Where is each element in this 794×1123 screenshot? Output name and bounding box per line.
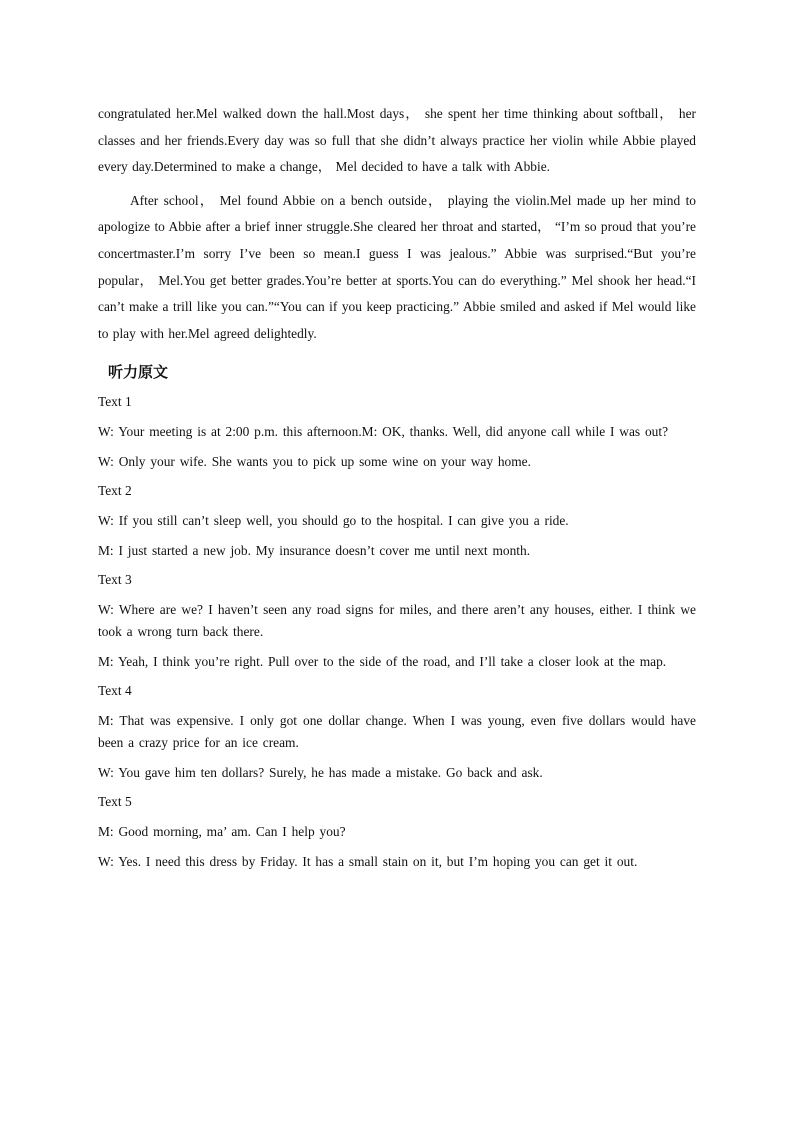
dialogue-line: M: I just started a new job. My insurance doesn’t cover me until next month.: [98, 543, 531, 559]
text-block-5: [98, 791, 696, 873]
transcript-title: 听力原文: [108, 363, 169, 382]
text-block-1: [98, 391, 696, 473]
text-label: Text 4: [98, 683, 132, 699]
text-block-4: [98, 680, 696, 784]
story-section: [98, 101, 696, 347]
listening-transcript: [98, 360, 696, 873]
dialogue-line: W: Your meeting is at 2:00 p.m. this afternoon.M: OK, thanks. Well, did anyone call while I was out?: [98, 424, 669, 440]
dialogue-line: W: You gave him ten dollars? Surely, he has made a mistake. Go back and ask.: [98, 765, 543, 781]
text-label: Text 3: [98, 572, 132, 588]
dialogue-line: M: That was expensive. I only got one dollar change. When I was young, even five dollars would have been a crazy price for an ice cream.: [98, 713, 696, 751]
dialogue-line: M: Yeah, I think you’re right. Pull over to the side of the road, and I’ll take a closer look at the map.: [98, 654, 667, 670]
text-block-3: [98, 569, 696, 673]
document-page: [98, 101, 696, 873]
story-paragraph-1: congratulated her.Mel walked down the hall.Most days， she spent her time thinking about softball， her classes and her friends.Every day was so full that she didn’t always practice her violin while Abbie played every day.Determined to make a change， Mel decided to have a talk with Abbie.: [98, 106, 696, 175]
text-block-2: [98, 480, 696, 562]
dialogue-line: W: Yes. I need this dress by Friday. It has a small stain on it, but I’m hoping you can get it out.: [98, 854, 638, 870]
text-label: Text 1: [98, 394, 132, 410]
text-label: Text 2: [98, 483, 132, 499]
dialogue-line: W: Only your wife. She wants you to pick up some wine on your way home.: [98, 454, 531, 470]
story-paragraph-2: After school， Mel found Abbie on a bench outside， playing the violin.Mel made up her mind to apologize to Abbie after a brief inner struggle.She cleared her throat and started， “I’m so proud that you’re concertmaster.I’m sorry I’ve been so mean.I guess I was jealous.” Abbie was surprised.“But you’re popular， Mel.You get better grades.You’re better at sports.You can do everything.” Mel shook her head.“I can’t make a trill like you can.”“You can if you keep practicing.” Abbie smiled and asked if Mel would like to play with her.Mel agreed delightedly.: [98, 192, 696, 341]
dialogue-line: M: Good morning, ma’ am. Can I help you?: [98, 824, 346, 840]
dialogue-line: W: If you still can’t sleep well, you should go to the hospital. I can give you a ride.: [98, 513, 569, 529]
text-label: Text 5: [98, 794, 132, 810]
dialogue-line: W: Where are we? I haven’t seen any road signs for miles, and there aren’t any houses, either. I think we took a wrong turn back there.: [98, 602, 696, 640]
